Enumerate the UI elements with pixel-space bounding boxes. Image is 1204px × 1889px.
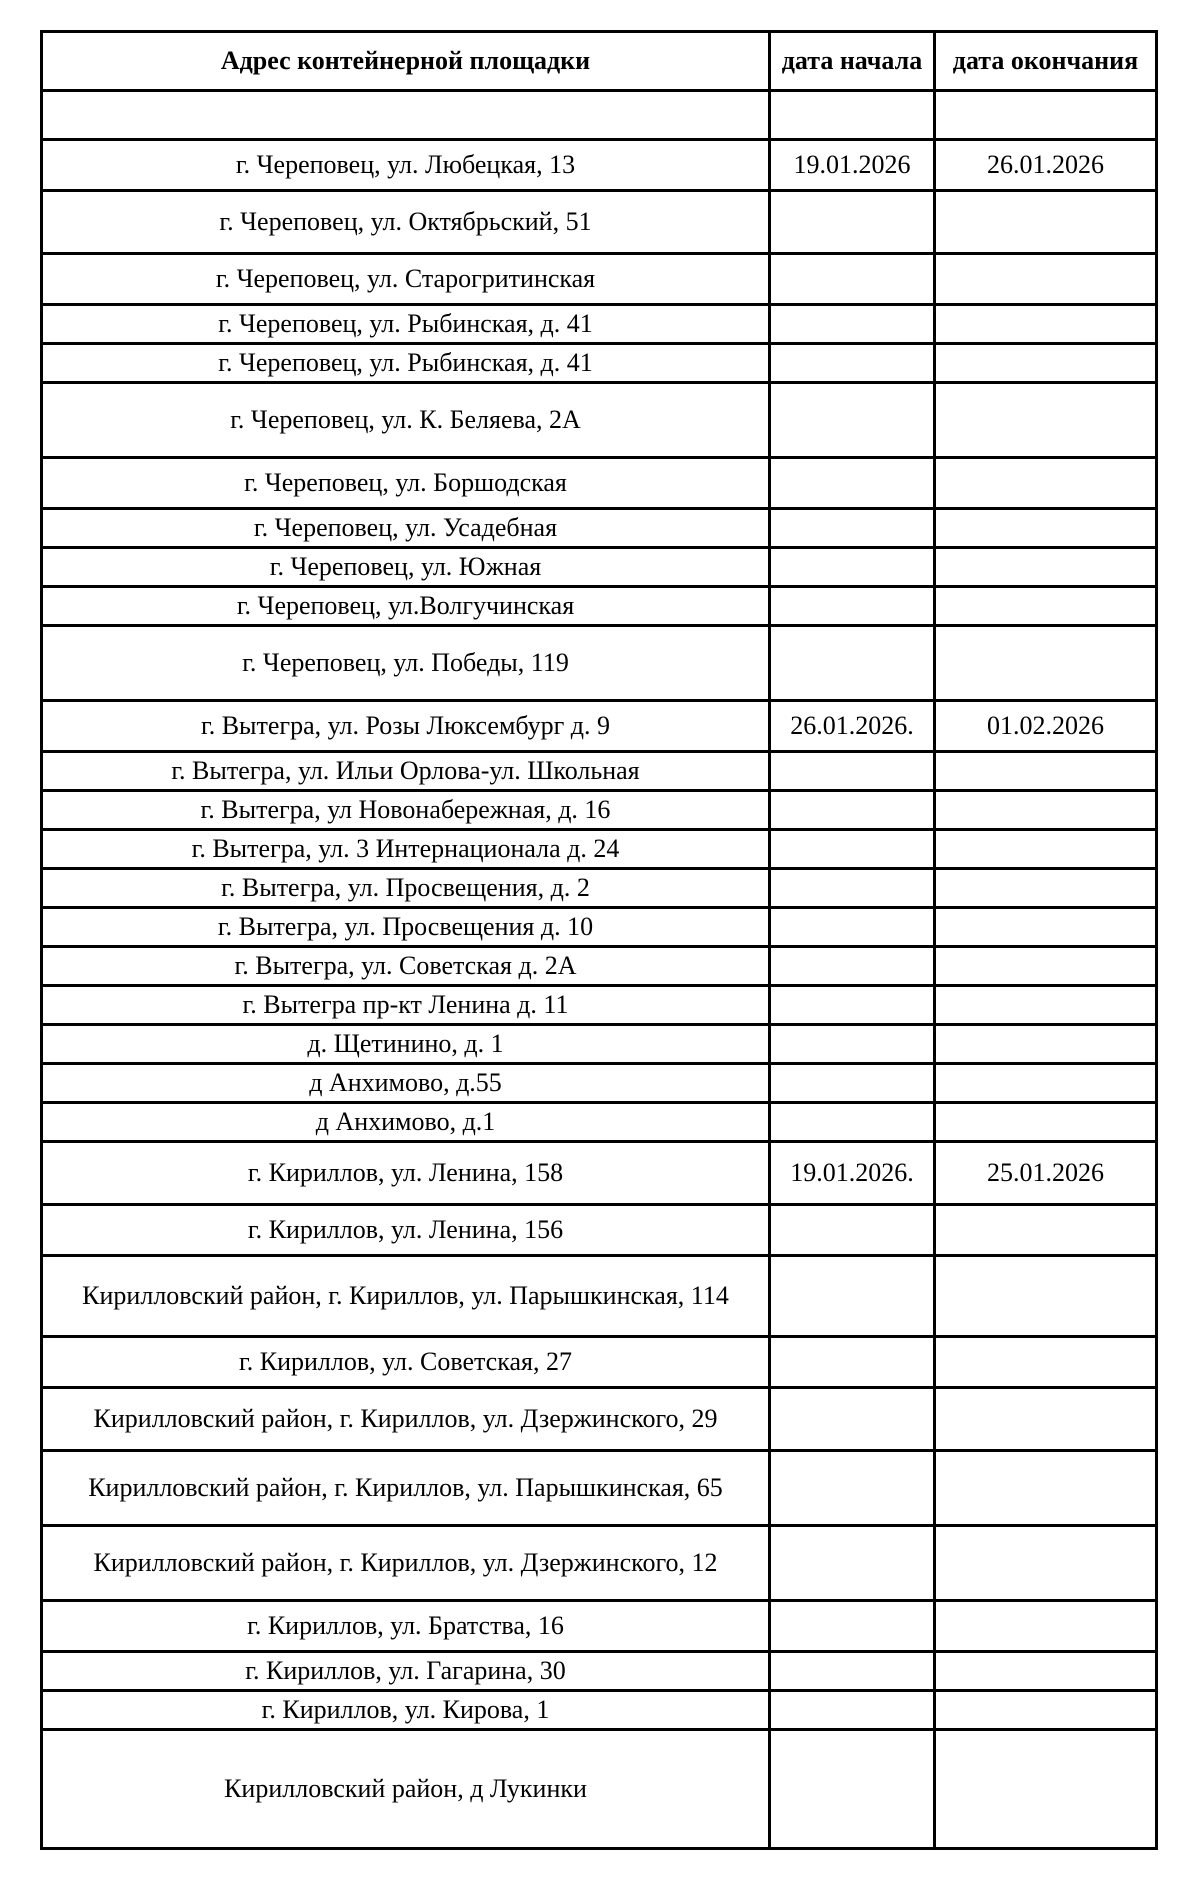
cell-end-date	[935, 1388, 1157, 1451]
table-row	[42, 1025, 1157, 1064]
cell-end-date	[935, 191, 1157, 254]
cell-start-date	[770, 1691, 935, 1730]
cell-end-date	[935, 1205, 1157, 1256]
table-row	[42, 830, 1157, 869]
cell-start-date	[770, 383, 935, 458]
cell-end-date	[935, 791, 1157, 830]
cell-address: г. Череповец, ул. К. Беляева, 2А	[42, 383, 770, 458]
cell-end-date	[935, 458, 1157, 509]
cell-end-date	[935, 1025, 1157, 1064]
cell-start-date	[770, 752, 935, 791]
table-row	[42, 305, 1157, 344]
cell-address: г. Вытегра, ул. Советская д. 2А	[42, 947, 770, 986]
cell-end-date	[935, 752, 1157, 791]
cell-end-date: 01.02.2026	[935, 701, 1157, 752]
cell-start-date	[770, 1730, 935, 1849]
table-row	[42, 509, 1157, 548]
cell-address: г. Вытегра, ул. Просвещения д. 10	[42, 908, 770, 947]
table-row	[42, 1388, 1157, 1451]
cell-end-date	[935, 986, 1157, 1025]
cell-address: г. Кириллов, ул. Ленина, 156	[42, 1205, 770, 1256]
cell-address: Кирилловский район, г. Кириллов, ул. Парышкинская, 114	[42, 1256, 770, 1337]
table-header	[42, 32, 1157, 91]
cell-start-date	[770, 509, 935, 548]
cell-address: г. Вытегра, ул. Просвещения, д. 2	[42, 869, 770, 908]
table-row	[42, 383, 1157, 458]
cell-start-date	[770, 191, 935, 254]
table-row	[42, 1730, 1157, 1849]
cell-start-date	[770, 587, 935, 626]
cell-end-date	[935, 254, 1157, 305]
cell-end-date	[935, 1337, 1157, 1388]
cell-start-date	[770, 344, 935, 383]
cell-end-date	[935, 91, 1157, 140]
cell-end-date	[935, 1103, 1157, 1142]
table-row	[42, 1205, 1157, 1256]
cell-address: г. Череповец, ул. Рыбинская, д. 41	[42, 344, 770, 383]
table-row	[42, 701, 1157, 752]
cell-start-date: 26.01.2026.	[770, 701, 935, 752]
cell-end-date: 26.01.2026	[935, 140, 1157, 191]
cell-start-date: 19.01.2026.	[770, 1142, 935, 1205]
table-row	[42, 1526, 1157, 1601]
cell-end-date	[935, 1652, 1157, 1691]
cell-end-date	[935, 1526, 1157, 1601]
cell-end-date	[935, 947, 1157, 986]
table-row	[42, 1103, 1157, 1142]
table-row	[42, 1142, 1157, 1205]
cell-end-date	[935, 1451, 1157, 1526]
cell-address: г. Череповец, ул.Волгучинская	[42, 587, 770, 626]
table-row	[42, 1256, 1157, 1337]
cell-start-date	[770, 1205, 935, 1256]
cell-address	[42, 91, 770, 140]
cell-start-date	[770, 1388, 935, 1451]
cell-start-date: 19.01.2026	[770, 140, 935, 191]
cell-end-date	[935, 305, 1157, 344]
cell-address: г. Вытегра, ул. Розы Люксембург д. 9	[42, 701, 770, 752]
cell-address: г. Кириллов, ул. Кирова, 1	[42, 1691, 770, 1730]
cell-address: г. Череповец, ул. Южная	[42, 548, 770, 587]
column-header-address: Адрес контейнерной площадки	[42, 32, 770, 91]
table-row	[42, 91, 1157, 140]
cell-address: г. Вытегра, ул. 3 Интернационала д. 24	[42, 830, 770, 869]
cell-start-date	[770, 947, 935, 986]
cell-end-date	[935, 509, 1157, 548]
cell-address: Кирилловский район, г. Кириллов, ул. Дзержинского, 29	[42, 1388, 770, 1451]
table-row	[42, 791, 1157, 830]
cell-start-date	[770, 1526, 935, 1601]
cell-end-date	[935, 1256, 1157, 1337]
cell-start-date	[770, 548, 935, 587]
column-header-start-date: дата начала	[770, 32, 935, 91]
cell-address: г. Вытегра, ул. Ильи Орлова-ул. Школьная	[42, 752, 770, 791]
cell-address: г. Череповец, ул. Усадебная	[42, 509, 770, 548]
cell-address: г. Череповец, ул. Любецкая, 13	[42, 140, 770, 191]
cell-address: г. Череповец, ул. Октябрьский, 51	[42, 191, 770, 254]
cell-address: д. Щетинино, д. 1	[42, 1025, 770, 1064]
cell-start-date	[770, 1337, 935, 1388]
cell-end-date	[935, 908, 1157, 947]
cell-address: г. Череповец, ул. Рыбинская, д. 41	[42, 305, 770, 344]
cell-start-date	[770, 91, 935, 140]
table-row	[42, 1337, 1157, 1388]
cell-start-date	[770, 254, 935, 305]
cell-address: г. Вытегра, ул Новонабережная, д. 16	[42, 791, 770, 830]
cell-end-date	[935, 830, 1157, 869]
table-row	[42, 752, 1157, 791]
cell-address: Кирилловский район, г. Кириллов, ул. Парышкинская, 65	[42, 1451, 770, 1526]
cell-start-date	[770, 830, 935, 869]
cell-end-date	[935, 869, 1157, 908]
table-row	[42, 548, 1157, 587]
table-row	[42, 458, 1157, 509]
table-row	[42, 191, 1157, 254]
table-row	[42, 344, 1157, 383]
cell-start-date	[770, 869, 935, 908]
cell-start-date	[770, 791, 935, 830]
cell-end-date	[935, 383, 1157, 458]
table-row	[42, 587, 1157, 626]
table-row	[42, 1652, 1157, 1691]
cell-end-date	[935, 626, 1157, 701]
cell-end-date	[935, 548, 1157, 587]
cell-start-date	[770, 458, 935, 509]
cell-start-date	[770, 908, 935, 947]
cell-end-date	[935, 1064, 1157, 1103]
cell-address: г. Череповец, ул. Победы, 119	[42, 626, 770, 701]
cell-start-date	[770, 1451, 935, 1526]
table-row	[42, 1601, 1157, 1652]
cell-start-date	[770, 1652, 935, 1691]
cell-start-date	[770, 1064, 935, 1103]
cell-start-date	[770, 1025, 935, 1064]
container-site-schedule-table	[40, 30, 1158, 1850]
table-row	[42, 1451, 1157, 1526]
cell-end-date	[935, 1730, 1157, 1849]
cell-end-date	[935, 1691, 1157, 1730]
table-row	[42, 1691, 1157, 1730]
cell-address: г. Кириллов, ул. Братства, 16	[42, 1601, 770, 1652]
cell-end-date: 25.01.2026	[935, 1142, 1157, 1205]
cell-address: д Анхимово, д.55	[42, 1064, 770, 1103]
cell-end-date	[935, 1601, 1157, 1652]
cell-address: г. Череповец, ул. Боршодская	[42, 458, 770, 509]
table-row	[42, 626, 1157, 701]
table-row	[42, 140, 1157, 191]
cell-address: г. Кириллов, ул. Ленина, 158	[42, 1142, 770, 1205]
cell-start-date	[770, 305, 935, 344]
cell-start-date	[770, 1601, 935, 1652]
cell-end-date	[935, 344, 1157, 383]
table-body	[42, 91, 1157, 1849]
cell-address: Кирилловский район, г. Кириллов, ул. Дзержинского, 12	[42, 1526, 770, 1601]
cell-address: д Анхимово, д.1	[42, 1103, 770, 1142]
cell-start-date	[770, 1256, 935, 1337]
table-row	[42, 1064, 1157, 1103]
cell-address: г. Кириллов, ул. Гагарина, 30	[42, 1652, 770, 1691]
cell-address: Кирилловский район, д Лукинки	[42, 1730, 770, 1849]
cell-start-date	[770, 1103, 935, 1142]
table-row	[42, 254, 1157, 305]
table-row	[42, 908, 1157, 947]
table-row	[42, 986, 1157, 1025]
cell-address: г. Вытегра пр-кт Ленина д. 11	[42, 986, 770, 1025]
cell-address: г. Череповец, ул. Старогритинская	[42, 254, 770, 305]
cell-start-date	[770, 986, 935, 1025]
table-row	[42, 947, 1157, 986]
cell-address: г. Кириллов, ул. Советская, 27	[42, 1337, 770, 1388]
column-header-end-date: дата окончания	[935, 32, 1157, 91]
cell-start-date	[770, 626, 935, 701]
cell-end-date	[935, 587, 1157, 626]
table-header-row	[42, 32, 1157, 91]
table-row	[42, 869, 1157, 908]
